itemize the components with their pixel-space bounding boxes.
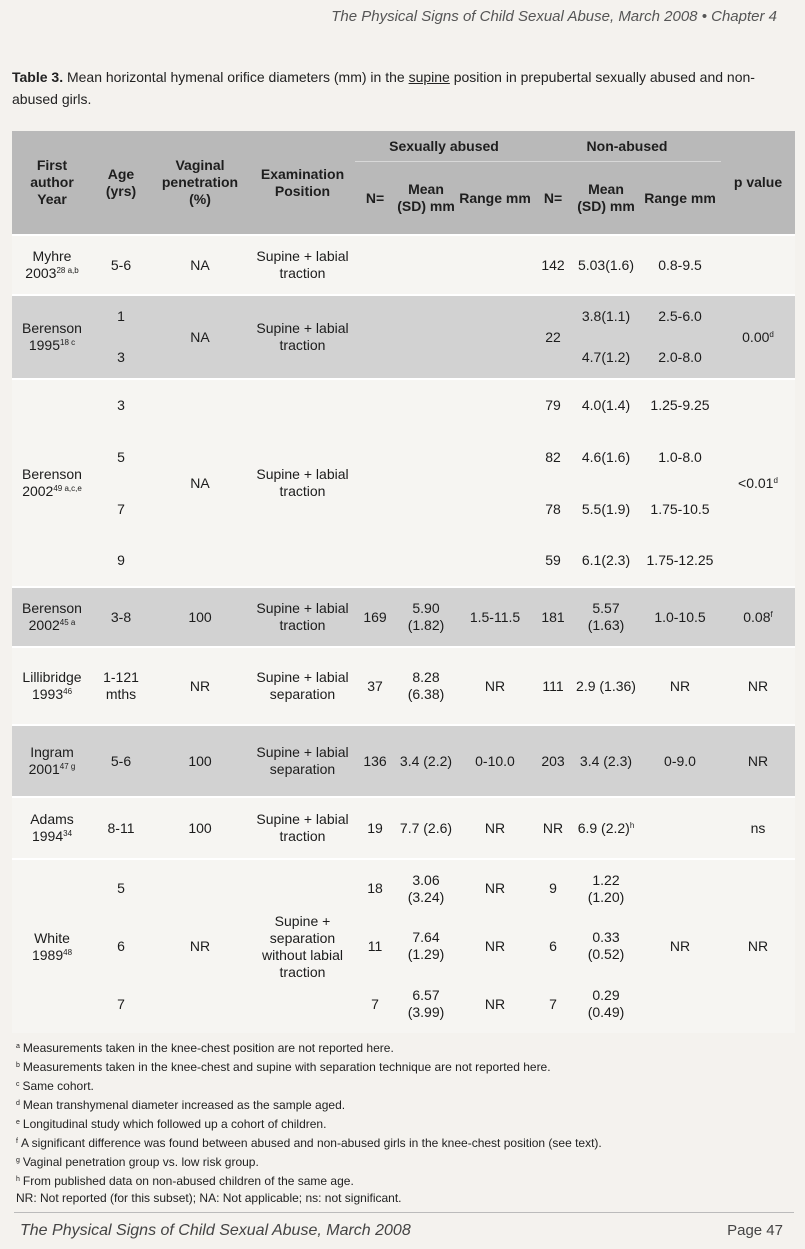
na-mean-cell: 4.7(1.2) [573,337,639,379]
abbreviations: NR: Not reported (for this subset); NA: Not applicable; ns: not significant. [16,1191,402,1205]
sa-range-cell: NR [457,917,533,975]
na-range-cell: NR [639,647,721,725]
na-range-cell [639,797,721,859]
footnote: $^f$ A significant difference was found between abused and non-abused girls in the knee-chest position (see text). [16,1136,602,1150]
sa-n-cell: 7 [355,975,395,1033]
na-n-cell: 79 [533,379,573,431]
na-range-cell: 1.0-8.0 [639,431,721,483]
na-n-cell: 142 [533,235,573,295]
footnote: $^d$ Mean transhymenal diameter increased as the sample aged. [16,1098,346,1112]
sa-n-cell [355,235,395,295]
header-non-abused: Non-abused [533,131,721,162]
na-mean-cell: 3.8(1.1) [573,295,639,337]
vp-cell: NR [150,647,250,725]
sa-n-cell: 18 [355,859,395,917]
header-na-range: Range mm [639,162,721,236]
header-examination-position: Examination Position [250,131,355,235]
caption-underlined: supine [408,69,450,85]
header-first-author: First author Year [12,131,92,235]
sa-mean-cell: 5.90 (1.82) [395,587,457,647]
table-label: Table 3. [12,69,64,85]
exam-cell: Supine + labial traction [250,379,355,587]
na-mean-cell: 5.57 (1.63) [573,587,639,647]
p-cell: 0.08$^f$ [721,587,795,647]
table-row [12,295,795,337]
na-mean-cell: 4.6(1.6) [573,431,639,483]
age-cell: 7 [92,483,150,535]
vp-cell: NA [150,295,250,379]
table-row [12,235,795,295]
vp-cell: NA [150,235,250,295]
caption-text-end: position in prepubertal sexually abused and non-abused girls. [12,69,755,107]
na-mean-cell: 6.9 $(2.2)^h$ [573,797,639,859]
vp-cell: 100 [150,587,250,647]
exam-cell: Supine + labial separation [250,647,355,725]
footnote: $^c$ Same cohort. [16,1079,94,1093]
sa-range-cell: NR [457,859,533,917]
na-n-cell: 6 [533,917,573,975]
age-cell: 3 [92,379,150,431]
sa-mean-cell [395,295,457,379]
na-mean-cell: 3.4 (2.3) [573,725,639,797]
p-cell: 0.00$^d$ [721,295,795,379]
sa-n-cell [355,379,395,587]
author-cell: Adams 1994$^{34}$ [12,797,92,859]
na-mean-cell: 1.22 (1.20) [573,859,639,917]
vp-cell: NR [150,859,250,1033]
author-cell: Myhre $2003^{28 a,b}$ [12,235,92,295]
sa-mean-cell [395,235,457,295]
table-row [12,379,795,431]
sa-mean-cell: 7.7 (2.6) [395,797,457,859]
table-row [12,587,795,647]
author-cell: Berenson $2002^{49 a,c,e}$ [12,379,92,587]
sa-range-cell: 0-10.0 [457,725,533,797]
sa-n-cell: 37 [355,647,395,725]
footnote: $^g$ Vaginal penetration group vs. low risk group. [16,1155,259,1169]
sa-n-cell: 11 [355,917,395,975]
na-range-cell: 1.75-10.5 [639,483,721,535]
na-range-cell: 2.5-6.0 [639,295,721,337]
header-sa-mean: Mean (SD) mm [395,162,457,236]
header-sa-n: N= [355,162,395,236]
sa-mean-cell: 8.28 (6.38) [395,647,457,725]
sa-mean-cell: 3.4 (2.2) [395,725,457,797]
na-range-cell: 0-9.0 [639,725,721,797]
age-cell: 8-11 [92,797,150,859]
age-cell: 5 [92,859,150,917]
age-cell: 3 [92,337,150,379]
vp-cell: 100 [150,797,250,859]
vp-cell: NA [150,379,250,587]
na-mean-cell: 2.9 (1.36) [573,647,639,725]
na-n-cell: 59 [533,535,573,587]
sa-n-cell [355,295,395,379]
na-range-cell: NR [639,859,721,1033]
header-age: Age (yrs) [92,131,150,235]
p-cell: NR [721,725,795,797]
sa-mean-cell [395,379,457,587]
age-cell: 9 [92,535,150,587]
na-range-cell: 1.25-9.25 [639,379,721,431]
age-cell: 5-6 [92,725,150,797]
footnote: $^h$ From published data on non-abused children of the same age. [16,1174,354,1188]
na-range-cell: 1.0-10.5 [639,587,721,647]
author-cell: Lillibridge 1993$^{46}$ [12,647,92,725]
sa-range-cell: NR [457,975,533,1033]
author-cell: Berenson $1995^{18 c}$ [12,295,92,379]
sa-range-cell: NR [457,647,533,725]
age-cell: 3-8 [92,587,150,647]
header-vaginal-penetration: Vaginal penetration (%) [150,131,250,235]
age-cell: 5-6 [92,235,150,295]
age-cell: 1 [92,295,150,337]
na-n-cell: 203 [533,725,573,797]
na-n-cell: 111 [533,647,573,725]
na-range-cell: 2.0-8.0 [639,337,721,379]
footnote: $^e$ Longitudinal study which followed up a cohort of children. [16,1117,327,1131]
na-n-cell: 22 [533,295,573,379]
age-cell: 6 [92,917,150,975]
footnote: $^a$ Measurements taken in the knee-chest position are not reported here. [16,1041,394,1055]
exam-cell: Supine + labial separation [250,725,355,797]
na-n-cell: 82 [533,431,573,483]
sa-range-cell: NR [457,797,533,859]
hymenal-diameter-table [12,131,795,1033]
author-cell: White 1989$^{48}$ [12,859,92,1033]
table-row [12,647,795,725]
running-header: The Physical Signs of Child Sexual Abuse, March 2008 • Chapter 4 [331,8,777,25]
author-cell: Ingram $2001^{47 g}$ [12,725,92,797]
sa-mean-cell: 7.64 (1.29) [395,917,457,975]
exam-cell: Supine + labial traction [250,295,355,379]
age-cell: 5 [92,431,150,483]
footer-title: The Physical Signs of Child Sexual Abuse, March 2008 [20,1222,411,1239]
na-mean-cell: 5.03(1.6) [573,235,639,295]
header-na-n: N= [533,162,573,236]
vp-cell: 100 [150,725,250,797]
na-n-cell: 78 [533,483,573,535]
p-cell: NR [721,647,795,725]
sa-n-cell: 169 [355,587,395,647]
sa-n-cell: 19 [355,797,395,859]
na-n-cell: 181 [533,587,573,647]
na-range-cell: 0.8-9.5 [639,235,721,295]
table-row [12,859,795,917]
sa-range-cell: 1.5-11.5 [457,587,533,647]
na-mean-cell: 5.5(1.9) [573,483,639,535]
author-cell: Berenson $2002^{45 a}$ [12,587,92,647]
sa-range-cell [457,379,533,587]
na-mean-cell: 4.0(1.4) [573,379,639,431]
sa-range-cell [457,295,533,379]
p-cell: NR [721,859,795,1033]
sa-n-cell: 136 [355,725,395,797]
na-mean-cell: 6.1(2.3) [573,535,639,587]
header-sa-range: Range mm [457,162,533,236]
header-na-mean: Mean (SD) mm [573,162,639,236]
na-mean-cell: 0.33 (0.52) [573,917,639,975]
footnotes [16,1038,786,1207]
age-cell: 1-121 mths [92,647,150,725]
age-cell: 7 [92,975,150,1033]
na-n-cell: NR [533,797,573,859]
header-p-value: p value [721,131,795,235]
table-row [12,797,795,859]
page-number: Page 47 [727,1222,783,1239]
na-range-cell: 1.75-12.25 [639,535,721,587]
p-cell: ns [721,797,795,859]
exam-cell: Supine + labial traction [250,235,355,295]
na-n-cell: 7 [533,975,573,1033]
exam-cell: Supine + labial traction [250,797,355,859]
footnote: $^b$ Measurements taken in the knee-chest and supine with separation technique are not reported here. [16,1060,551,1074]
p-cell [721,235,795,295]
p-cell: <0.01$^d$ [721,379,795,587]
sa-mean-cell: 3.06 (3.24) [395,859,457,917]
table-row [12,725,795,797]
caption-text: Mean horizontal hymenal orifice diameters (mm) in the [63,69,409,85]
na-mean-cell: 0.29 (0.49) [573,975,639,1033]
exam-cell: Supine + labial traction [250,587,355,647]
table-caption [12,66,792,110]
footer-divider [14,1212,794,1213]
header-sexually-abused: Sexually abused [355,131,533,162]
sa-range-cell [457,235,533,295]
exam-cell: Supine + separation without labial traction [250,859,355,1033]
sa-mean-cell: 6.57 (3.99) [395,975,457,1033]
na-n-cell: 9 [533,859,573,917]
